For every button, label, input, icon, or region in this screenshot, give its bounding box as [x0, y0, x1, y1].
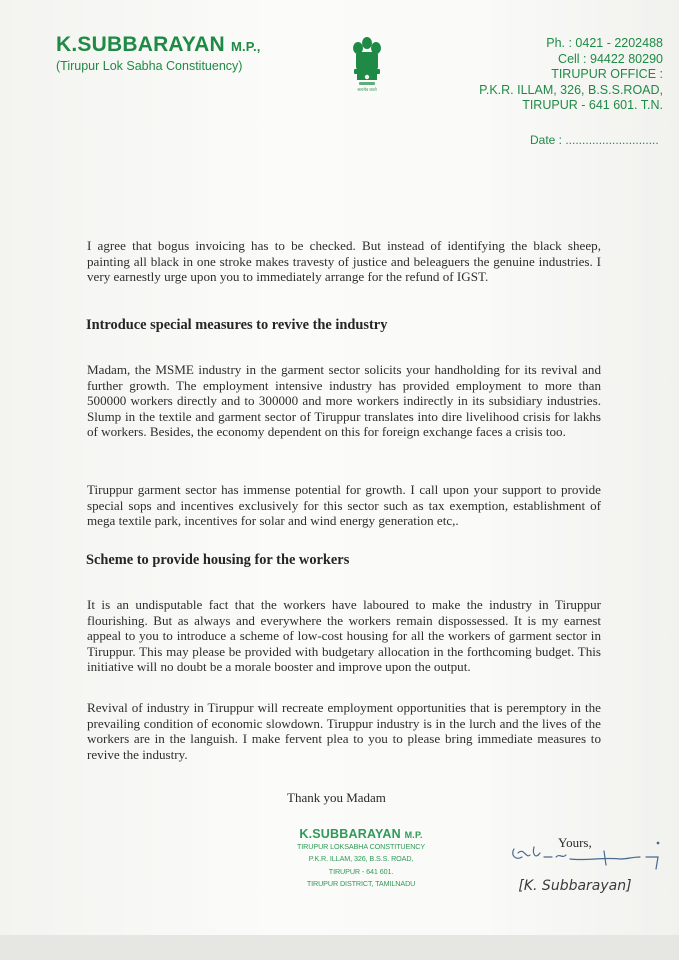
stamp-name-text: K.SUBBARAYAN [299, 827, 401, 841]
signed-name-handwriting [497, 872, 653, 898]
letterhead-contact [479, 36, 663, 114]
heading-special-measures: Introduce special measures to revive the industry [86, 317, 388, 333]
contact-address: P.K.R. ILLAM, 326, B.S.S.ROAD, [479, 82, 663, 97]
paragraph-igst: I agree that bogus invoicing has to be checked. But instead of identifying the black sheep, painting all black in one stroke makes travesty of justice and beleaguers the genuine industries. I very earnestly urge upon you to immediately arrange for the refund of IGST. [87, 238, 601, 285]
scan-bottom-edge [0, 935, 679, 960]
letterhead-title-suffix: M.P., [230, 39, 261, 54]
contact-cell: Cell : 94422 80290 [558, 51, 663, 66]
date-field: Date : ............................ [530, 133, 659, 147]
stamp-line-address: P.K.R. ILLAM, 326, B.S.S. ROAD, [308, 854, 414, 864]
paragraph-revival: Revival of industry in Tiruppur will recreate employment opportunities that is peremptory in the prevailing condition of economic slowdown. Tiruppur industry is in the lurch and the lives of the workers are in the languish. I make fervent plea to you to please bring immediate measures to revive the industry. [87, 700, 601, 762]
heading-housing-scheme: Scheme to provide housing for the workers [86, 552, 350, 568]
signature-scribble [508, 835, 668, 875]
stamp-name [297, 827, 425, 841]
signed-name-text: [K. Subbarayan] [518, 878, 632, 894]
stamp-line-district: TIRUPUR DISTRICT, TAMILNADU [306, 879, 416, 889]
contact-phone: Ph. : 0421 - 2202488 [546, 36, 663, 50]
stamp-suffix: M.P. [404, 830, 423, 840]
letterhead-name-text: K.SUBBARAYAN [56, 33, 225, 56]
contact-city: TIRUPUR - 641 601. T.N. [522, 98, 663, 113]
stamp-line-city: TIRUPUR - 641 601. [328, 866, 394, 876]
paragraph-growth-potential: Tiruppur garment sector has immense potential for growth. I call upon your support to provide special sops and incentives exclusively for this sector such as tax exemption, establishment of mega textile park, incentives for solar and wind energy generation etc,. [87, 482, 601, 529]
letterhead-constituency: (Tirupur Lok Sabha Constituency) [56, 59, 243, 73]
official-stamp [297, 827, 425, 891]
contact-office-label: TIRUPUR OFFICE : [551, 67, 663, 82]
paragraph-msme: Madam, the MSME industry in the garment sector solicits your handholding for its revival and further growth. The employment intensive industry has provided employment to more than 500000 workers directly and to 300000 and more workers indirectly in its subsidiary industries. Slump in the textile and garment sector of Tiruppur translates into dire livelihood crisis for lakhs of workers. Besides, the economy dependent on this for foreign exchange faces a crisis too. [87, 362, 601, 440]
paragraph-housing: It is an undisputable fact that the workers have laboured to make the industry in Tiruppur flourishing. But as always and everywhere the workers remain dispossessed. It is my earnest appeal to you to introduce a scheme of low-cost housing for all the workers of garment sector in Tiruppur. This may please be provided with budgetary allocation in the forthcoming budget. This initiative will no doubt be a morale booster and improve upon the output. [87, 597, 601, 675]
letterhead-name [56, 33, 261, 57]
closing-thanks: Thank you Madam [287, 790, 386, 805]
national-emblem-icon [347, 35, 387, 93]
stamp-line-constituency: TIRUPUR LOKSABHA CONSTITUENCY [297, 842, 426, 851]
emblem-caption: सत्यमेव जयते [357, 87, 377, 92]
closing-yours: Yours, [558, 835, 592, 850]
